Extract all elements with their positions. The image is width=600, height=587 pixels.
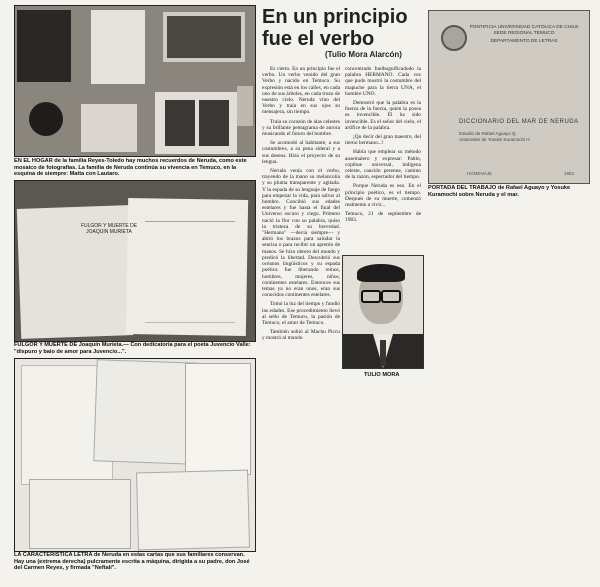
- typed-letter: [185, 363, 251, 475]
- photo-frame: [91, 10, 145, 84]
- university-seal-icon: [441, 25, 467, 51]
- cover-campus: SEDE REGIONAL TEMUCO: [493, 31, 555, 36]
- letter-sheet: [136, 470, 250, 551]
- cover-header: [469, 25, 579, 45]
- cover-authors-line-1: Estudio de Rafael Aguayo Q.: [459, 131, 517, 136]
- photo-frame: [167, 16, 241, 58]
- article-column-1: [262, 66, 340, 345]
- letter-sheet: [93, 359, 198, 464]
- photo-letters: [14, 358, 256, 552]
- article-column-2: [345, 66, 421, 227]
- paragraph: ¡Qu decir del gran maestro, del tierno hermano...!: [345, 134, 421, 147]
- caption-book-dedication: FULGOR Y MUERTE DE Joaquín Murieta.— Con dedicatoria para el poeta Juvencio Valle: "dispuro y baio de amor para Juvencio...".: [14, 342, 251, 355]
- paragraph: Se acomodó al habitante, a sus costumbres, a su pena sideral y a sus deseos. Hizo el proyecto de su lengua.: [262, 140, 340, 165]
- paragraph: Neruda venía con el verbo, trayendo de la mano su melancolía y su pluma transparente y agitada. Y la espada de su lenguaje de fuego para empezar la vida, para salvar al hombre. Concibió sus edades estelares y fue hasta el final del Universo oscuro y ciego. Primero nació la flor con su palabra, quiso la tristeza de su brevedad. "Hermano" —decía siempre— y abrió los brazos para saludar la senrisa o para recibir un apretón de manos. Se hizo obrero del mundo y predicó la libertad. Descubrió sus océanos lingüísticos y su espada poética fue liberando reinos, hombres, mujeres, niños, continentes estelares. Entonces sus temas ya no eran unos, eran sus conocidos continentes estelares.: [262, 168, 340, 299]
- photo-frame: [17, 10, 71, 82]
- cover-authors: [459, 131, 579, 142]
- hair: [357, 264, 405, 282]
- book-cover: [428, 10, 590, 184]
- book-title-text: FULGOR Y MUERTE DE JOAQUIN MURIETA: [80, 223, 138, 235]
- photo-frame: [199, 100, 229, 146]
- article-headline: En un principio fue el verbo: [262, 6, 408, 50]
- photo-frame: [237, 86, 253, 126]
- paragraph: Tomó la luz del tiempo y fundió las edades. Ese procedimiento llevó al sello de Temuco, la pasión de Temuco, el amor de Temuco.: [262, 301, 340, 326]
- cover-footer: HOMENAJE: [467, 171, 493, 176]
- photo-mosaic: [14, 5, 256, 157]
- cover-university: PONTIFICIA UNIVERSIDAD CATOLICA DE CHILE: [469, 25, 579, 30]
- paragraph: concentrado fuelhoguificadodo la palabra HERMANO. Cada vez que pudo mostró la costumbre del mapuche para la tierra UNA, el hombre UNO.: [345, 66, 421, 97]
- cover-department: DEPARTAMENTO DE LETRAS: [490, 39, 558, 44]
- paragraph: Porque Neruda es eso. En el principio poético, es el tiempo. Después de su muerte, comenzó realmente a vivir...: [345, 183, 421, 209]
- cover-title: DICCIONARIO DEL MAR DE NERUDA: [459, 119, 579, 125]
- caption-portrait: TULIO MORA: [364, 372, 400, 378]
- caption-letters: LA CARACTERISTICA LETRA de Neruda en estas cartas que sus familiares conservan. Hay una (extrema derecha) pulcramente escrita a máquina, dirigida a su padre, don José del Carmen Reyes, y firmada "Neftalí".: [14, 552, 250, 572]
- paragraph: Traía su corazón de alas celestes y su brillante pentagrama de aurora musicando el futuro del hombre.: [262, 118, 341, 138]
- cover-authors-line-2: Antecedes de Yosuke Kuramochi H.: [459, 136, 531, 142]
- portrait-tulio-mora: [342, 255, 424, 369]
- letter-sheet: [29, 479, 131, 549]
- paragraph: También subió al Machu Piccu y mostró al mundo: [262, 329, 340, 342]
- handwritten-dedication: [145, 221, 235, 323]
- photo-book-dedication: [14, 180, 256, 342]
- caption-photo-mosaic: EN EL HOGAR de la familia Reyes-Toledo hay muchos recuerdos de Neruda, como este mosaico de fotografías. La familia de Neruda continúa su vivencia en Temuco, en la esquina de siempre: Matta con Lautaro.: [14, 158, 247, 178]
- paragraph: Es cierto. En un principio fue el verbo. Un verbo venido del gran Verbo y nacido en Temuco. Su expresión está en los calles, en cada uno de sus árboles, en cada trozo de nuestro cielo. Neruda vino del Verbo y traía en sus ojos su mensajera, sin tiempo.: [262, 66, 340, 116]
- paragraph: Había que emplear su método ansemalero y expresar: Pablo, copihue universal, indígena celeste, canción perenne, camino de la razón, espectador del tiempo.: [345, 149, 421, 181]
- lamp: [29, 102, 63, 136]
- photo-frame: [165, 100, 195, 146]
- photo-frame: [81, 104, 137, 152]
- caption-cover: PORTADA DEL TRABAJO de Rafael Aguayo y Yosuke Kuramochi sobre Neruda y el mar.: [428, 185, 571, 198]
- paragraph: Demostró que la palabra es la fuerza de la fuerza, quien la posea es invencible. Él ha sido invencible. Es el señor del cielo, el artífice de la palabra.: [345, 100, 421, 131]
- article-byline: (Tulio Mora Alarcón): [325, 50, 402, 59]
- cover-year: 1983: [564, 171, 575, 176]
- glasses-icon: [361, 290, 401, 300]
- tie: [380, 340, 386, 366]
- dateline: Temuco, 21 de septiembre de 1983.: [345, 211, 421, 224]
